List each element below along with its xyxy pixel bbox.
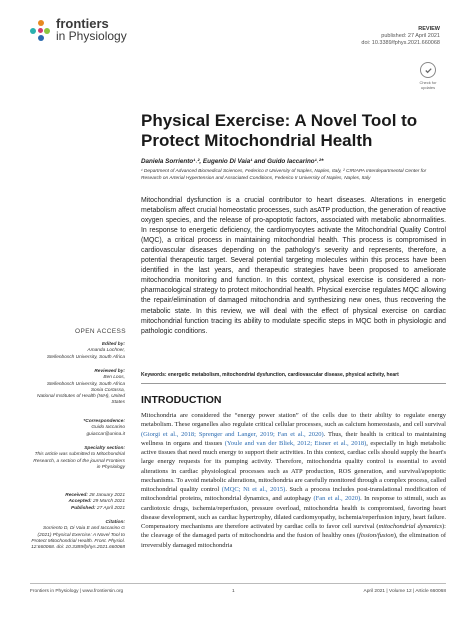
footer-divider [30,583,446,584]
sidebar-citation: Citation: Sorriento D, Di Vaia E and Iaccarino G (2021) Physical Exercise: A Novel Tool to Protect Mitochondrial Health. Front. Physiol. 12:660068. doi: 10.3389/fphys.2021.660068 [31,520,125,551]
introduction-heading: INTRODUCTION [141,394,222,406]
citation-link[interactable]: (Fan et al., 2020) [313,495,361,503]
logo-name: frontiers [56,16,109,31]
frontiers-logo-icon [30,20,52,42]
open-access-label: OPEN ACCESS [75,328,126,335]
check-for-updates-label[interactable]: Check for updates [419,80,437,90]
sidebar-reviewed-by: Reviewed by: Ben Loos, Stellenbosch University, South Africa Sonia Cortassa, National Institutes of Health (NIH), United States [37,369,125,406]
introduction-text: Mitochondria are considered the “energy power station” of the cells due to their ability to regulate energy metabolism. These organelles also regulate critical cellular processes, such as calcium homeostasis, and cell survival (Giorgi et al., 2018; Sprenger and Langer, 2019; Fan et al., 2020). Thus, their health is critical to maintaining wellness in organs and tissues (Youle and van der Bliek, 2012; Eisner et al., 2018), especially in high metabolic active tissues that need much energy to support their activities. In this context, cardiac cells should supply the heart's large energy requests for its pumping activity. Therefore, mitochondria quality control is essential to avoid alterations in cardiac physiological processes such as ATP production, ROS generation, and survival/apoptotic mechanisms. To avoid metabolic alterations, mitochondria are carefully monitored through a complex process, called mitochondrial quality control (MQC; Ni et al., 2015). Such a process includes post-translational modification of mitochondrial proteins, mitochondrial dynamics, and autophagy (Fan et al., 2020). In response to stimuli, such as cardiotoxic drugs, ischemia/reperfusion, pressure overload, mitochondria health is compromised, favoring heart disease development, such as cardiac hypertrophy, dilated cardiomyopathy, ischemia/reperfusion injury, heart failure. Compensatory mechanisms are therefore activated by cardiac cells to favor cell survival (mitochondrial dynamics): the cleavage of the damaged parts of mitochondria and the fusion of healthy ones (fission/fusion), the elimination of irreversibly damaged mitochondria [141,412,447,549]
citation-link[interactable]: (Giorgi et al., 2018; Sprenger and Langer, 2019; Fan et al., 2020) [141,430,324,438]
article-meta [361,26,440,47]
footer-issue-info: April 2021 | Volume 12 | Article 660068 [363,589,446,594]
article-type: REVIEW [418,26,440,32]
sidebar-correspondence: *Correspondence: Guido Iaccarino guiaccar@unina.it [30,419,125,438]
section-divider [141,383,446,384]
journal-logo[interactable] [30,18,127,42]
citation-link[interactable]: (Youle and van der Bliek, 2012; Eisner et al., 2018) [224,439,367,447]
doi-link[interactable]: doi: 10.3389/fphys.2021.660068 [361,40,440,46]
published-date: published: 27 April 2021 [381,33,440,39]
sidebar-specialty: Specialty section: This article was submitted to Mitochondrial Research, a section of the journal Frontiers in Physiology [33,446,125,470]
footer-page-number: 1 [232,589,235,594]
logo-journal: in Physiology [56,29,127,43]
check-for-updates-icon[interactable] [420,62,436,78]
keywords-label: Keywords: [141,372,167,378]
sidebar-dates: Received: 28 January 2021 Accepted: 29 March 2021 Published: 27 April 2021 [65,493,125,511]
article-title: Physical Exercise: A Novel Tool to Protect Mitochondrial Health [141,111,418,150]
author-affiliations: ¹ Department of Advanced Biomedical Sciences, Federico II University of Naples, Naples, Italy, ² CIRIAPA Interdepartmental Center for Research on Arterial Hypertension and Associated Conditions, Federico II University of Naples, Naples, Italy [141,169,427,181]
article-authors: Daniela Sorriento¹˒², Eugenio Di Vaia¹ and Guido Iaccarino¹˒²* [141,158,324,165]
sidebar-edited-by: Edited by: Amanda Lochner, Stellenbosch University, South Africa [46,342,125,360]
footer-journal-link[interactable]: Frontiers in Physiology | www.frontiersin.org [30,589,124,594]
keywords-list: energetic metabolism, mitochondrial dysfunction, cardiovascular disease, physical activity, heart [167,372,399,378]
keywords [141,372,446,378]
abstract-text: Mitochondrial dysfunction is a crucial contributor to heart diseases. Alterations in energetic metabolism affect crucial homeostatic processes, such asATP production, the generation of reactive oxygen species, and the release of pro-apoptotic factors, associated with metabolic abnormalities. In response to energetic deficiency, the cardiomyocytes activate the Mitochondrial Quality Control (MQC), a critical process in maintaining mitochondrial health. This process is compromised in cardiovascular diseases depending on the pathology's severity and represents, therefore, a potential therapeutic target. Several potential targeting molecules within this process have been identified in the last years, and therapeutic strategies have been proposed to ameliorate mitochondria monitoring and function. In this context, physical exercise is considered a non-pharmacological strategy to protect mitochondrial health. Physical exercise regulates MQC allowing the repair/elimination of damaged mitochondria and synthesizing new ones, thus recovering the metabolic state. In this review, we will deal with the effect of physical exercise on cardiac mitochondrial function tracing its ability to modulate specific steps in MQC both in physiologic and pathologic conditions. [141,197,446,335]
correspondence-email[interactable]: guiaccar@unina.it [86,431,125,437]
citation-link[interactable]: (MQC; Ni et al., 2015) [221,486,286,493]
